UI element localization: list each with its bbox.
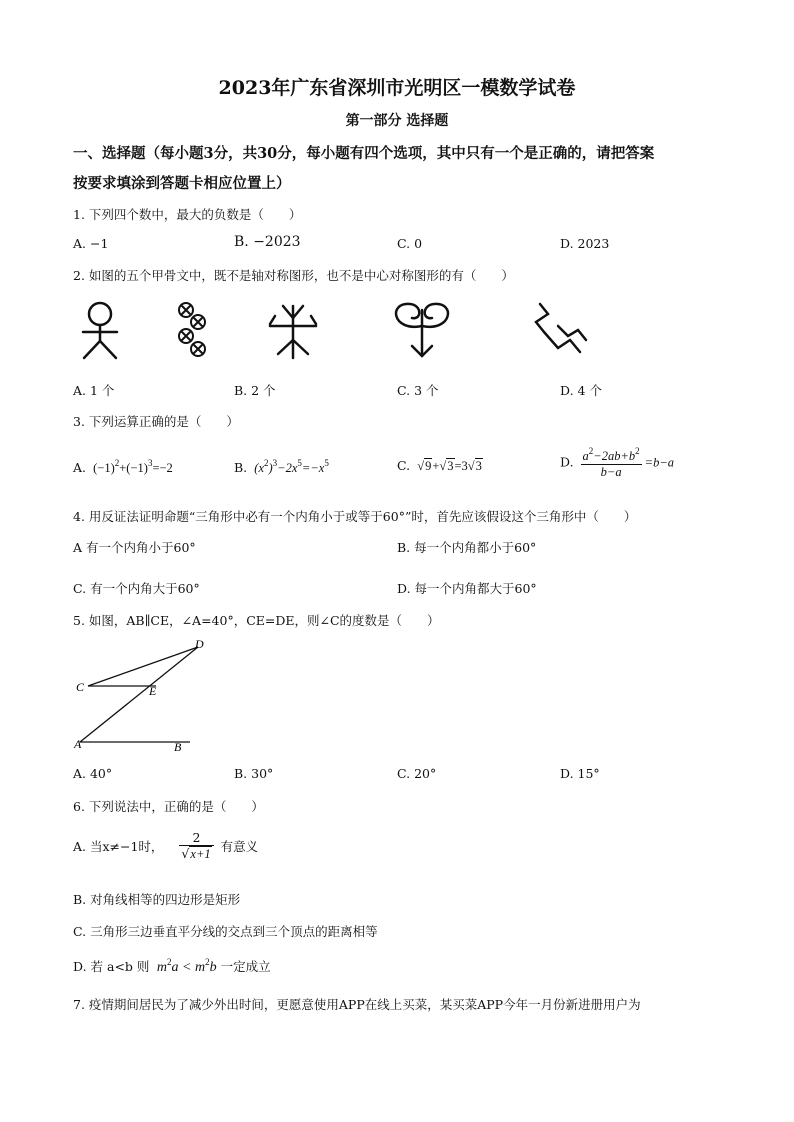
q6-option-a-denominator: x+1 — [190, 847, 211, 861]
q6-option-a-prefix: A. 当x≠−1时， — [73, 839, 164, 854]
q3-option-b-label: B. — [234, 460, 248, 475]
q1-option-a: A. −1 — [73, 236, 109, 251]
q3-option-c-formula: √9+√3=3√3 — [414, 459, 482, 473]
oracle-bone-figures — [70, 296, 630, 366]
point-label-c: C — [76, 680, 85, 694]
q5-option-d: D. 15° — [560, 766, 600, 781]
section-heading-line2: 按要求填涂到答题卡相应位置上） — [73, 175, 291, 192]
q4-option-a: A 有一个内角小于60° — [73, 540, 196, 555]
q5-stem: 5. 如图，AB∥CE，∠A=40°，CE=DE，则∠C的度数是（ ） — [73, 613, 440, 628]
q4-stem: 4. 用反证法证明命题“三角形中必有一个内角小于或等于60°”时，首先应该假设这个三角形中（ ） — [73, 509, 637, 524]
q6-option-d-prefix: D. 若 a<b 则 — [73, 959, 150, 974]
page-title: 2023年广东省深圳市光明区一模数学试卷 — [218, 77, 576, 99]
q6-option-a-fraction: $\frac{2}{√x+1}$ — [179, 830, 213, 862]
q4-option-b: B. 每一个内角都小于60° — [397, 540, 537, 555]
q5-option-c: C. 20° — [397, 766, 437, 781]
oracle-figure-1 — [83, 303, 117, 358]
section-heading-line1: 一、选择题（每小题3分，共30分，每小题有四个选项，其中只有一个是正确的，请把答案 — [73, 145, 655, 162]
q6-option-a-suffix: 有意义 — [220, 839, 259, 854]
q1-option-c: C. 0 — [397, 236, 423, 251]
q3-option-a-label: A. — [73, 460, 87, 475]
q3-option-d-fraction: $\frac{a^2-2ab+b^2}{b-a}$ — [582, 446, 640, 479]
oracle-figure-5 — [536, 304, 586, 352]
q3-option-b-formula: $(x^2)^3-2x^5=-x^5$ — [251, 458, 329, 475]
q2-option-b: B. 2 个 — [234, 383, 276, 398]
q6-option-b: B. 对角线相等的四边形是矩形 — [73, 892, 241, 907]
q3-option-d-label: D. — [560, 454, 574, 470]
point-label-d: D — [195, 637, 204, 651]
q2-stem: 2. 如图的五个甲骨文中，既不是轴对称图形，也不是中心对称图形的有（ ） — [73, 268, 514, 283]
q3-option-d: D. $\frac{a^2-2ab+b^2}{b-a}$ =b−a — [560, 446, 675, 479]
q7-stem: 7. 疫情期间居民为了减少外出时间，更愿意使用APP在线上买菜，某买菜APP今年一月份新进册用户为 — [73, 997, 641, 1012]
q6-option-d — [73, 957, 271, 976]
q5-option-b: B. 30° — [234, 766, 274, 781]
q6-option-a — [73, 830, 258, 862]
q6-option-c: C. 三角形三边垂直平分线的交点到三个顶点的距离相等 — [73, 924, 378, 939]
q1-option-b: B. −2023 — [234, 234, 301, 250]
part-heading: 第一部分 选择题 — [345, 113, 449, 129]
q2-option-c: C. 3 个 — [397, 383, 439, 398]
q4-option-c: C. 有一个内角大于60° — [73, 581, 200, 596]
q3-option-b — [234, 458, 329, 476]
q3-option-a — [73, 458, 173, 476]
q4-option-d: D. 每一个内角都大于60° — [397, 581, 537, 596]
q2-option-d: D. 4 个 — [560, 383, 602, 398]
q3-option-c-label: C. — [397, 458, 411, 473]
q2-option-a: A. 1 个 — [73, 383, 115, 398]
oracle-figure-2 — [179, 303, 205, 356]
q5-option-a: A. 40° — [73, 766, 113, 781]
oracle-figure-4 — [396, 304, 448, 356]
q1-option-d: D. 2023 — [560, 236, 610, 251]
q3-option-c — [397, 458, 483, 474]
q5-geometry-figure — [70, 634, 210, 758]
q6-option-d-formula: $m^2a < m^2b$ — [153, 957, 217, 975]
oracle-figure-3 — [270, 306, 316, 358]
q6-stem: 6. 下列说法中，正确的是（ ） — [73, 799, 264, 814]
q1-stem: 1. 下列四个数中，最大的负数是（ ） — [73, 207, 302, 222]
q3-stem: 3. 下列运算正确的是（ ） — [73, 414, 239, 429]
q3-option-a-formula: $(-1)^2+(-1)^3=-2$ — [90, 458, 173, 475]
point-label-b: B — [174, 740, 182, 754]
q6-option-a-numerator: 2 — [179, 830, 213, 846]
point-label-a: A — [74, 737, 82, 751]
segment-cd — [88, 647, 198, 686]
q6-option-d-suffix: 一定成立 — [220, 959, 271, 974]
segment-ad — [80, 647, 198, 742]
point-label-e: E — [149, 684, 157, 698]
